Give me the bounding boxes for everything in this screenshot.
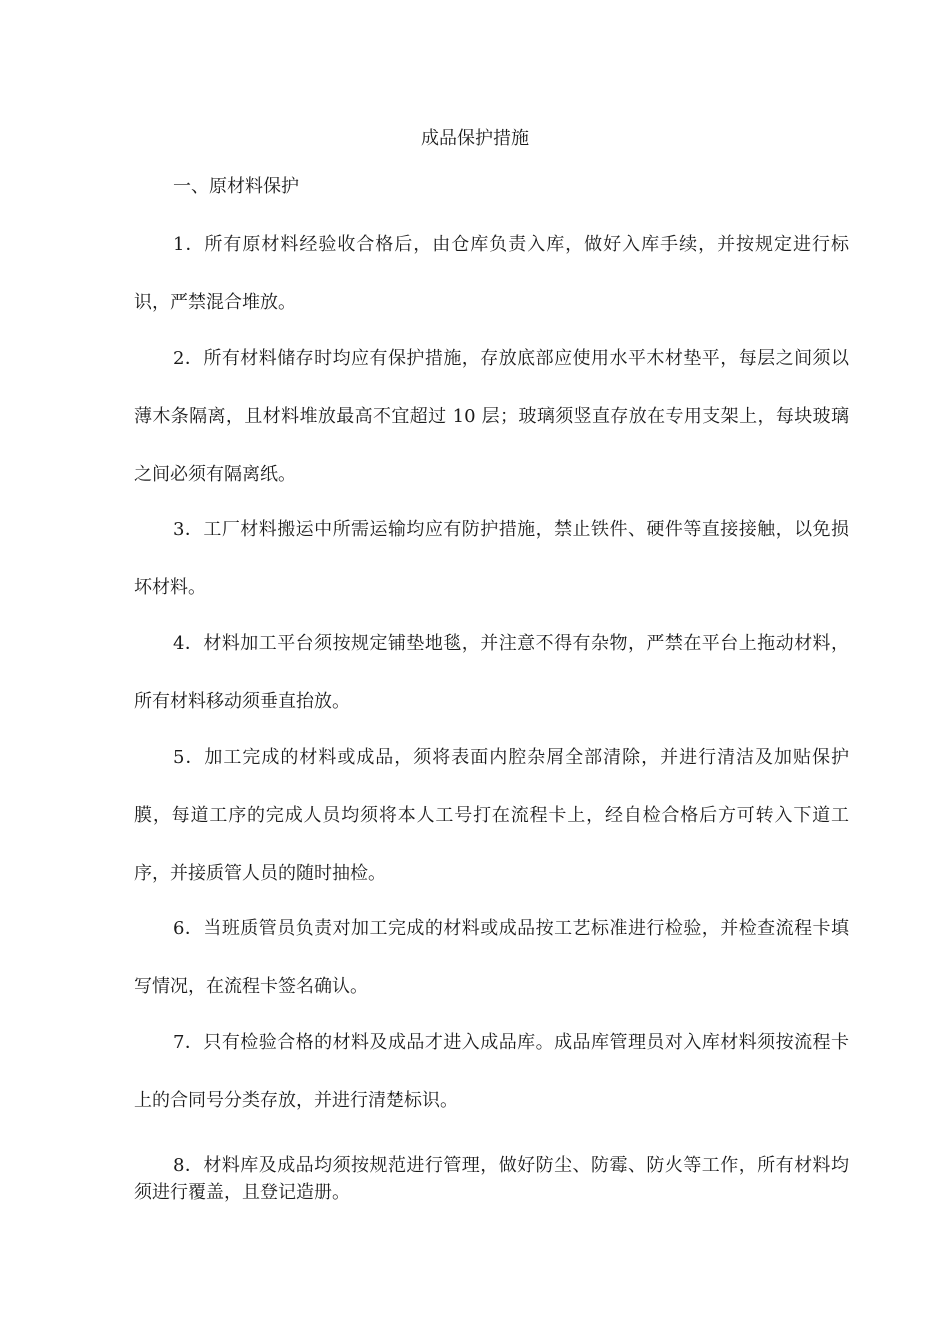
section-heading: 一、原材料保护	[173, 176, 299, 197]
paragraph-8: 8．材料库及成品均须按规范进行管理，做好防尘、防霉、防火等工作，所有材料均须进行覆盖，且登记造册。	[134, 1155, 849, 1203]
paragraph-2: 2．所有材料储存时均应有保护措施，存放底部应使用水平木材垫平，每层之间须以薄木条隔离，且材料堆放最高不宜超过 10 层；玻璃须竖直存放在专用支架上，每块玻璃之间必须有隔离纸。	[134, 348, 849, 485]
paragraph-7: 7．只有检验合格的材料及成品才进入成品库。成品库管理员对入库材料须按流程卡上的合同号分类存放，并进行清楚标识。	[134, 1032, 849, 1111]
paragraph-4: 4．材料加工平台须按规定铺垫地毯，并注意不得有杂物，严禁在平台上拖动材料，所有材料移动须垂直抬放。	[134, 633, 849, 712]
paragraph-5: 5．加工完成的材料或成品，须将表面内腔杂屑全部清除，并进行清洁及加贴保护膜，每道工序的完成人员均须将本人工号打在流程卡上，经自检合格后方可转入下道工序，并接质管人员的随时抽检。	[134, 747, 849, 884]
paragraph-6: 6．当班质管员负责对加工完成的材料或成品按工艺标准进行检验，并检查流程卡填写情况，在流程卡签名确认。	[134, 918, 849, 997]
paragraph-3: 3．工厂材料搬运中所需运输均应有防护措施，禁止铁件、硬件等直接接触，以免损坏材料。	[134, 519, 849, 598]
document-title: 成品保护措施	[421, 128, 529, 149]
paragraph-1: 1．所有原材料经验收合格后，由仓库负责入库，做好入库手续，并按规定进行标识，严禁混合堆放。	[134, 234, 849, 313]
